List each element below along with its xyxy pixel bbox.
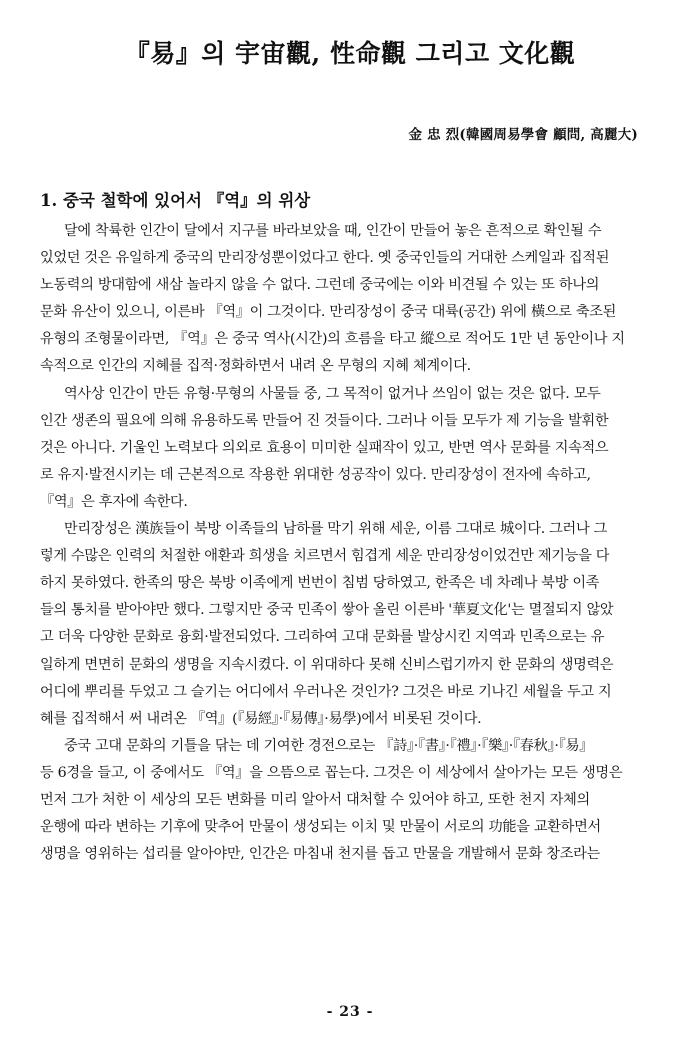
section-heading: 1. 중국 철학에 있어서 『역』의 위상 xyxy=(40,191,311,210)
paragraph-line: 유형의 조형물이라면, 『역』은 중국 역사(시간)의 흐름을 타고 縱으로 적어도 1만 년 동안이나 지 xyxy=(40,331,625,348)
paragraph-line: 것은 아니다. 기울인 노력보다 의외로 효용이 미미한 실패작이 있고, 반면 역사 문화를 지속적으 xyxy=(40,439,609,456)
paragraph-line: 만리장성은 漢族들이 북방 이족들의 남하를 막기 위해 세운, 이름 그대로 城이다. 그러나 그 xyxy=(64,521,607,538)
page-number: - 23 - xyxy=(326,1004,374,1020)
paragraph-line: 달에 착륙한 인간이 달에서 지구를 바라보았을 때, 인간이 만들어 놓은 흔적으로 확인될 수 xyxy=(64,223,602,239)
paragraph-line: 역사상 인간이 만든 유형·무형의 사물들 중, 그 목적이 없거나 쓰임이 없는 것은 없다. 모두 xyxy=(64,385,601,402)
body-text xyxy=(40,218,660,868)
paragraph-line: 속적으로 인간의 지혜를 집적·정화하면서 내려 온 무형의 지혜 체계이다. xyxy=(40,358,471,375)
paragraph-line: 고 더욱 다양한 문화로 융회·발전되었다. 그리하여 고대 문화를 발상시킨 지역과 민족으로는 유 xyxy=(40,629,605,646)
paragraph-line: 있었던 것은 유일하게 중국의 만리장성뿐이었다고 한다. 옛 중국인들의 거대한 스케일과 집적된 xyxy=(40,250,610,267)
paragraph-line: 하지 못하였다. 한족의 땅은 북방 이족에게 번번이 침범 당하였고, 한족은 네 차례나 북방 이족 xyxy=(40,575,600,592)
paragraph-line: 먼저 그가 처한 이 세상의 모든 변화를 미리 알아서 대처할 수 있어야 하고, 또한 천지 자체의 xyxy=(40,791,590,808)
article-title: 『易』의 宇宙觀, 性命觀 그리고 文化觀 xyxy=(124,39,576,68)
paragraph-line: 들의 통치를 받아야만 했다. 그렇지만 중국 민족이 쌓아 올린 이른바 '華夏文化'는 멸절되지 않았 xyxy=(40,602,614,619)
paragraph-line: 어디에 뿌리를 두었고 그 슬기는 어디에서 우러나온 것인가? 그것은 바로 기나긴 세월을 두고 지 xyxy=(40,683,612,700)
paragraph-line: 『역』은 후자에 속한다. xyxy=(40,493,188,510)
paragraph-line: 중국 고대 문화의 기틀을 닦는 데 기여한 경전으로는 『詩』·『書』·『禮』·『樂』·『春秋』·『易』 xyxy=(64,737,594,754)
author-affiliation: 金 忠 烈(韓國周易學會 顧問, 高麗大) xyxy=(408,127,638,143)
paragraph-line: 렇게 수많은 인력의 처절한 애환과 희생을 치르면서 힘겹게 세운 만리장성이었건만 제기능을 다 xyxy=(40,548,610,565)
paragraph-line: 혜를 집적해서 써 내려온 『역』(『易經』·『易傳』·易學)에서 비롯된 것이다. xyxy=(40,710,482,727)
paragraph-line: 노동력의 방대함에 새삼 놀라지 않을 수 없다. 그런데 중국에는 이와 비견될 수 있는 또 하나의 xyxy=(40,277,600,294)
paragraph-line: 로 유지·발전시키는 데 근본적으로 작용한 위대한 성공작이 있다. 만리장성이 전자에 속하고, xyxy=(40,466,591,483)
paragraph-line: 일하게 면면히 문화의 생명을 지속시켰다. 이 위대하다 못해 신비스럽기까지 한 문화의 생명력은 xyxy=(40,656,614,673)
paragraph-line: 생명을 영위하는 섭리를 알아야만, 인간은 마침내 천지를 돕고 만물을 개발해서 문화 창조라는 xyxy=(40,846,600,863)
paragraph-line: 운행에 따라 변하는 기후에 맞추어 만물이 생성되는 이치 및 만물이 서로의 功能을 교환하면서 xyxy=(40,819,601,836)
paragraph-line: 등 6경을 들고, 이 중에서도 『역』을 으뜸으로 꼽는다. 그것은 이 세상에서 살아가는 모든 생명은 xyxy=(40,764,623,781)
paragraph-line: 인간 생존의 필요에 의해 유용하도록 만들어 진 것들이다. 그러나 이들 모두가 제 기능을 발휘한 xyxy=(40,412,609,429)
paragraph-line: 문화 유산이 있으니, 이른바 『역』이 그것이다. 만리장성이 중국 대륙(공간) 위에 橫으로 축조된 xyxy=(40,304,617,321)
